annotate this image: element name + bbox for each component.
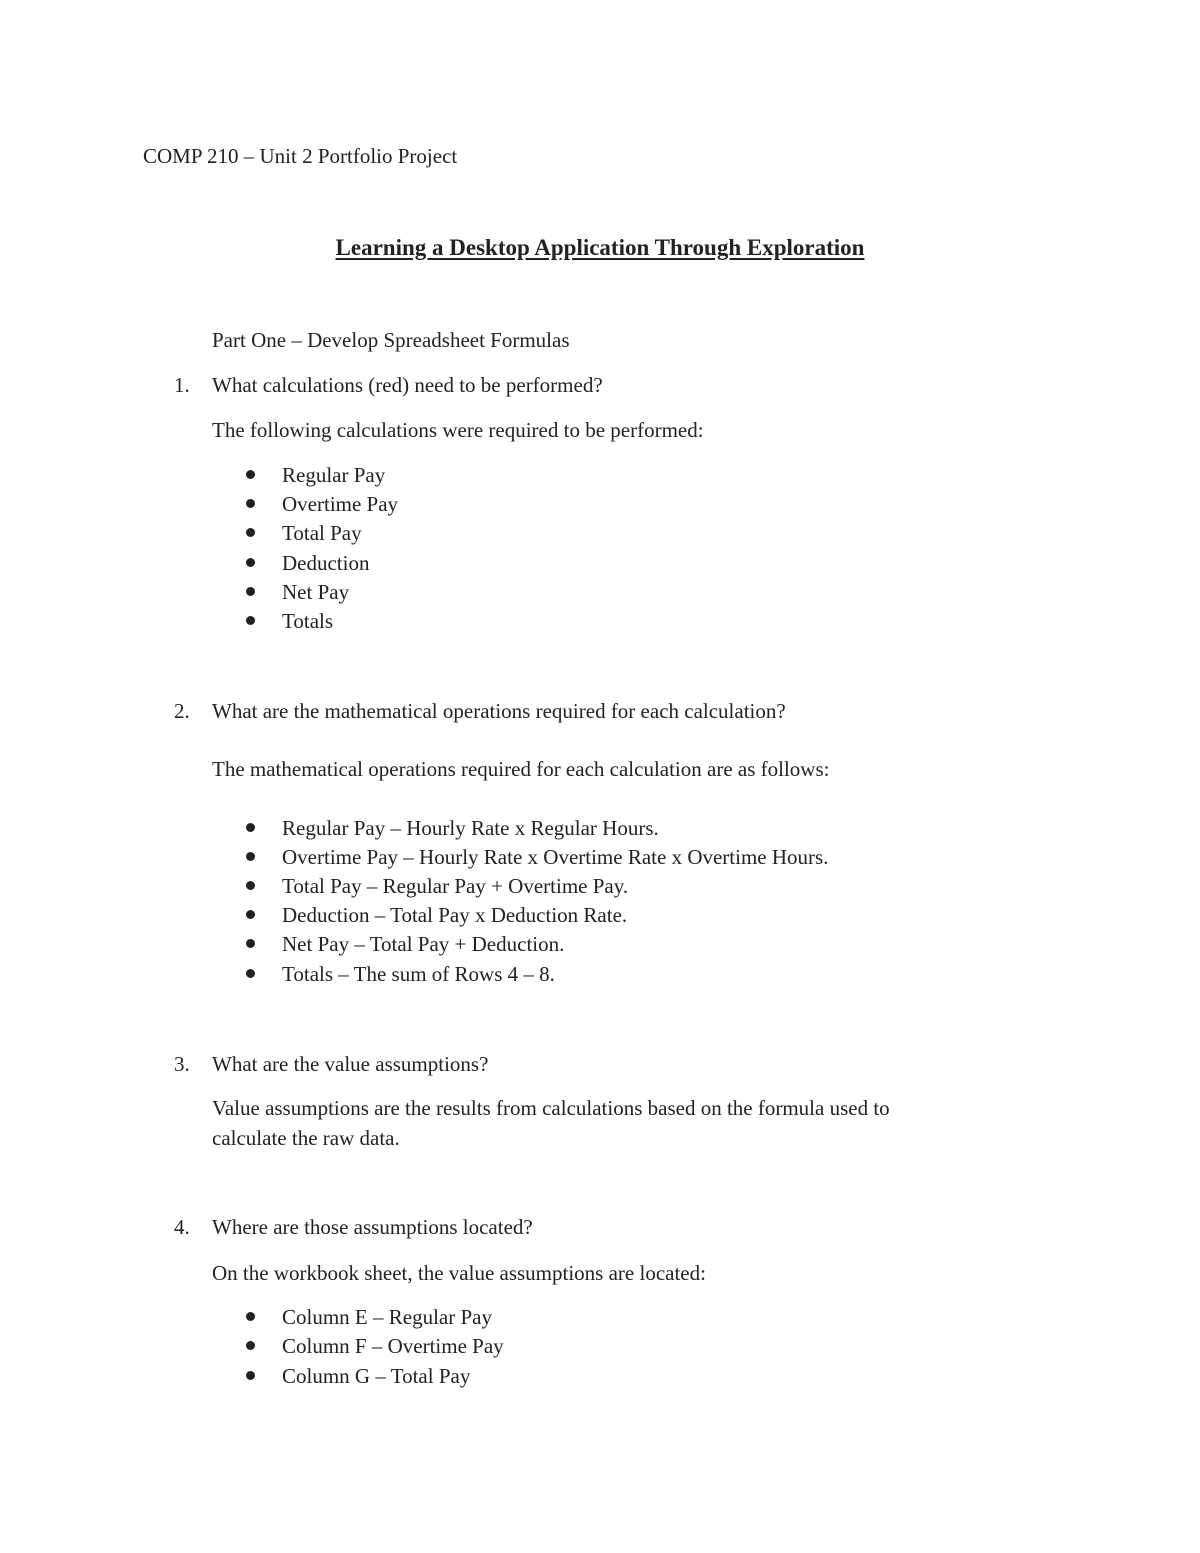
list-item: Totals <box>282 609 334 633</box>
list-item: Total Pay – Regular Pay + Overtime Pay. <box>282 874 629 898</box>
bullet-dot-icon <box>246 558 255 567</box>
bullet-dot-icon <box>246 499 255 508</box>
bullet-dot-icon <box>246 881 255 890</box>
part-heading: Part One – Develop Spreadsheet Formulas <box>212 328 570 352</box>
bullet-dot-icon <box>246 1312 255 1321</box>
list-item: Overtime Pay <box>282 492 399 516</box>
list-item: Regular Pay – Hourly Rate x Regular Hours. <box>282 816 659 840</box>
list-item: Deduction – Total Pay x Deduction Rate. <box>282 903 628 927</box>
list-item: Deduction <box>282 551 370 575</box>
question-text: What are the mathematical operations required for each calculation? <box>212 699 786 723</box>
question-number: 4. <box>174 1215 190 1239</box>
list-item: Column F – Overtime Pay <box>282 1334 504 1358</box>
bullet-dot-icon <box>246 470 255 479</box>
question-text: Where are those assumptions located? <box>212 1215 533 1239</box>
question-text: What are the value assumptions? <box>212 1052 489 1076</box>
list-item: Total Pay <box>282 521 362 545</box>
bullet-dot-icon <box>246 528 255 537</box>
answer-text-line: calculate the raw data. <box>212 1126 400 1150</box>
list-item: Net Pay – Total Pay + Deduction. <box>282 932 565 956</box>
bullet-dot-icon <box>246 852 255 861</box>
question-number: 2. <box>174 699 190 723</box>
list-item: Overtime Pay – Hourly Rate x Overtime Rate x Overtime Hours. <box>282 845 829 869</box>
bullet-dot-icon <box>246 1341 255 1350</box>
answer-text-line: Value assumptions are the results from calculations based on the formula used to <box>212 1096 890 1120</box>
bullet-dot-icon <box>246 939 255 948</box>
list-item: Column E – Regular Pay <box>282 1305 492 1329</box>
bullet-dot-icon <box>246 616 255 625</box>
bullet-dot-icon <box>246 823 255 832</box>
list-item: Net Pay <box>282 580 350 604</box>
question-number: 1. <box>174 373 190 397</box>
list-item: Totals – The sum of Rows 4 – 8. <box>282 962 555 986</box>
list-item: Column G – Total Pay <box>282 1364 471 1388</box>
answer-text: The mathematical operations required for each calculation are as follows: <box>212 757 830 781</box>
course-header: COMP 210 – Unit 2 Portfolio Project <box>143 144 458 168</box>
bullet-dot-icon <box>246 910 255 919</box>
bullet-dot-icon <box>246 969 255 978</box>
bullet-dot-icon <box>246 1371 255 1380</box>
document-title: Learning a Desktop Application Through Exploration <box>335 235 865 260</box>
bullet-dot-icon <box>246 587 255 596</box>
list-item: Regular Pay <box>282 463 386 487</box>
answer-text: On the workbook sheet, the value assumptions are located: <box>212 1261 706 1285</box>
answer-text: The following calculations were required to be performed: <box>212 418 704 442</box>
question-number: 3. <box>174 1052 190 1076</box>
question-text: What calculations (red) need to be performed? <box>212 373 603 397</box>
